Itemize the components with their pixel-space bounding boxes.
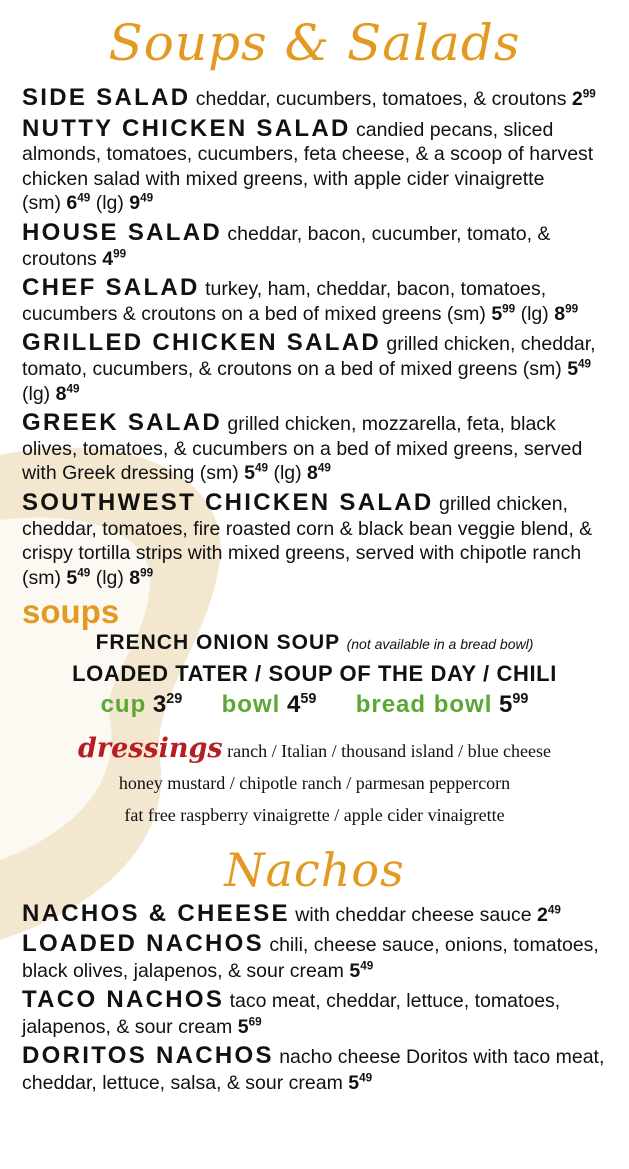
size-label-lg: (lg) [95, 566, 124, 589]
item-name: GREEK SALAD [22, 409, 222, 437]
item-price-lg: $8^{49}$ [307, 461, 331, 485]
dressings-line-3: fat free raspberry vinaigrette / apple cider vinaigrette [124, 805, 505, 826]
menu-item-grilled-chicken-salad [22, 331, 611, 406]
dressings-line-2: honey mustard / chipotle ranch / parmesan peppercorn [118, 773, 511, 794]
item-price-lg: $8^{99}$ [554, 302, 579, 325]
soups-salads-title: Soups & Salads [108, 14, 521, 72]
item-description: chili, cheese sauce, onions, tomatoes, black olives, jalapenos, & sour cream [22, 933, 599, 983]
bowl-label: bowl [221, 691, 281, 719]
item-description: grilled chicken, mozzarella, feta, black olives, tomatoes, & cucumbers on a bed of mixed greens, served with Greek dressing [22, 413, 583, 485]
item-price-sm: $5^{49}$ [567, 357, 592, 380]
item-description: with cheddar cheese sauce [295, 904, 532, 927]
item-name: GRILLED CHICKEN SALAD [22, 329, 381, 357]
size-label-sm: (sm) [22, 566, 61, 589]
item-price-sm: $5^{99}$ [491, 302, 516, 325]
item-name: NACHOS & CHEESE [22, 900, 290, 928]
item-name: HOUSE SALAD [22, 218, 222, 246]
soup-size-prices [0, 691, 629, 719]
item-price-sm: $5^{49}$ [244, 461, 269, 485]
item-price-lg: $9^{49}$ [129, 191, 154, 215]
size-label-lg: (lg) [95, 192, 124, 215]
menu-item-doritos-nachos [22, 1043, 611, 1097]
item-price: $5^{49}$ [348, 1071, 373, 1095]
cup-price: $3^{29}$ [152, 691, 183, 719]
menu-item-chef-salad [22, 276, 611, 326]
item-price-sm: $6^{49}$ [66, 191, 91, 215]
item-description: grilled chicken, cheddar, tomatoes, fire roasted corn & black bean veggie blend, & crispy tortilla strips with mixed greens, served with chipotle ranch [22, 492, 593, 565]
cup-label: cup [100, 691, 147, 719]
size-label-sm: (sm) [446, 302, 486, 325]
soup-options: LOADED TATER / SOUP OF THE DAY / CHILI [72, 661, 557, 687]
item-name: LOADED NACHOS [22, 929, 264, 957]
size-label-sm: (sm) [22, 192, 61, 215]
item-description: turkey, ham, cheddar, bacon, tomatoes, cucumbers & croutons on a bed of mixed greens [22, 278, 547, 325]
menu-item-southwest-chicken-salad [22, 488, 611, 590]
menu-item-side-salad [22, 86, 611, 112]
item-price: $2^{49}$ [537, 903, 561, 927]
size-label-sm: (sm) [522, 357, 562, 380]
item-description: cheddar, cucumbers, tomatoes, & croutons [195, 88, 567, 110]
item-name: NUTTY CHICKEN SALAD [22, 114, 351, 142]
menu-item-nutty-chicken-salad [22, 114, 611, 216]
item-price: $2^{99}$ [571, 87, 596, 110]
size-label-sm: (sm) [199, 462, 239, 485]
size-label-lg: (lg) [22, 382, 51, 405]
bread-bowl-price: $5^{99}$ [499, 691, 529, 719]
item-name: DORITOS NACHOS [22, 1041, 274, 1069]
dressings-line-1: ranch / Italian / thousand island / blue cheese [227, 741, 552, 762]
menu-item-loaded-nachos [22, 931, 611, 985]
dressings-section [0, 733, 629, 831]
menu-item-greek-salad [22, 411, 611, 486]
item-description: cheddar, bacon, cucumber, tomato, & croutons [22, 222, 551, 270]
item-price: $5^{49}$ [349, 959, 374, 983]
item-price: $4^{99}$ [102, 247, 127, 270]
nachos-list [0, 901, 629, 1097]
dressings-heading: dressings [77, 733, 223, 765]
soup-note: (not available in a bread bowl) [346, 636, 534, 653]
item-name: CHEF SALAD [22, 274, 200, 302]
bread-bowl-label: bread bowl [355, 691, 493, 719]
item-price: $5^{69}$ [237, 1015, 262, 1039]
menu-item-nachos-cheese [22, 901, 611, 929]
item-price-lg: $8^{99}$ [129, 566, 154, 589]
soups-heading: soups [22, 593, 120, 631]
item-name: SOUTHWEST CHICKEN SALAD [22, 488, 434, 516]
item-name: TACO NACHOS [22, 985, 225, 1013]
size-label-lg: (lg) [273, 462, 302, 485]
soup-name: FRENCH ONION SOUP [95, 631, 340, 655]
french-onion-soup [0, 631, 629, 655]
item-description: nacho cheese Doritos with taco meat, cheddar, lettuce, salsa, & sour cream [22, 1045, 605, 1095]
bowl-price: $4^{59}$ [286, 691, 317, 719]
item-price-lg: $8^{49}$ [55, 382, 80, 405]
item-description: taco meat, cheddar, lettuce, tomatoes, jalapenos, & sour cream [22, 989, 561, 1039]
salad-list [0, 86, 629, 590]
menu-item-house-salad [22, 218, 611, 271]
menu-item-taco-nachos [22, 987, 611, 1041]
item-description: grilled chicken, cheddar, tomato, cucumbers, & croutons on a bed of mixed greens [22, 333, 596, 380]
nachos-title: Nachos [224, 843, 405, 898]
item-name: SIDE SALAD [22, 84, 191, 111]
size-label-lg: (lg) [520, 302, 549, 325]
item-description: candied pecans, sliced almonds, tomatoes, cucumbers, feta cheese, & a scoop of harvest chicken salad with mixed greens, with apple cider vinaigrette [22, 118, 594, 190]
item-price-sm: $5^{49}$ [66, 566, 91, 589]
